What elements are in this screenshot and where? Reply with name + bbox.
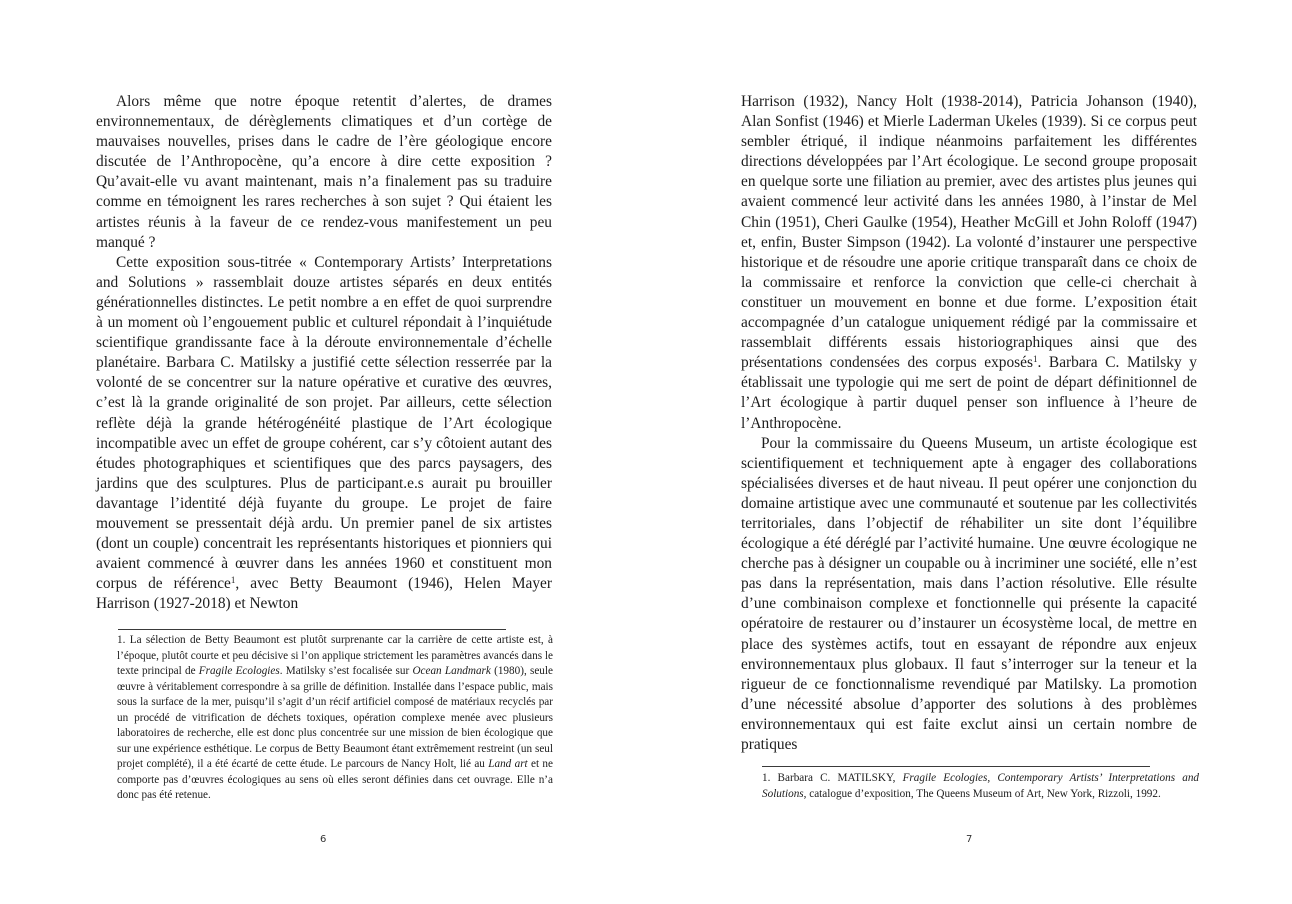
footnote-text: et ne comporte pas d’œuvres écologiques au sens où elles seront définies dans cet ouvrage. Elle n’a donc pas été retenue.: [117, 758, 553, 801]
footnote: [117, 633, 553, 804]
footnote: [762, 771, 1199, 802]
footnote-divider: [762, 766, 1150, 767]
left-page-body: [96, 92, 552, 614]
footnote-text: . Matilsky s’est focalisée sur: [279, 665, 413, 677]
paragraph: Pour la commissaire du Queens Museum, un artiste écologique est scientifiquement et techniquement apte à engager des collaborations spécialisées diverses et de haut niveau. Il peut opérer une conjonction du domaine artistique avec une communauté et soutenue par les collectivités territoriales, dans l’objectif de réhabiliter un site dont l’équilibre écologique a été déréglé par l’activité humaine. Une œuvre écologique ne cherche pas à désigner un coupable ou à incriminer une société, elle n’est pas dans la représentation, mais dans l’action résolutive. Elle résulte d’une combinaison complexe et fonctionnelle qui présente la capacité opératoire de restaurer ou d’instaurer un écosystème local, de mettre en place des systèmes actifs, tout en essayant de répondre aux enjeux environnementaux plus globaux. Il faut s’interroger sur la teneur et la rigueur de ce fonctionnalisme revendiqué par Matilsky. La promotion d’une nécessité absolue d’apporter des solutions à des problèmes environnementaux qui est faite exclut ainsi un certain nombre de pratiques: [741, 434, 1197, 753]
paragraph-text: . Barbara C. Matilsky y établissait une typologie qui me sert de point de départ définitionnel de l’Art écologique à partir duquel penser son influence à l’heure de l’Anthropocène.: [741, 354, 1197, 432]
page-number: 7: [966, 834, 973, 845]
paragraph: Alors même que notre époque retentit d’alertes, de drames environnementaux, de dérèglements climatiques et d’un cortège de mauvaises nouvelles, prises dans le cadre de l’ère géologique encore discutée de l’Anthropocène, qu’a encore à dire cette exposition ? Qu’avait-elle vu avant maintenant, mais n’a finalement pas su traduire comme en témoignent les rares recherches à son sujet ? Qui étaient les artistes réunis à la faveur de ce rendez-vous manifestement un peu manqué ?: [96, 93, 552, 251]
footnote-text: Barbara C. MATILSKY,: [770, 772, 903, 784]
paragraph-text: Harrison (1932), Nancy Holt (1938-2014), Patricia Johanson (1940), Alan Sonfist (1946) et Mierle Laderman Ukeles (1939). Si ce corpus peut sembler étriqué, il indique néanmoins parfaitement les différentes directions développées par l’Art écologique. Le second groupe proposait en quelque sorte une filiation au premier, avec des artistes plus jeunes qui avaient commencé leur activité dans les années 1980, à l’instar de Mel Chin (1951), Cheri Gaulke (1954), Heather McGill et John Roloff (1947) et, enfin, Buster Simpson (1942). La volonté d’instaurer une perspective historique et de résoudre une aporie critique transparaît dans ce choix de la commissaire et renforce la conviction que celle-ci cherchait à constituer un mouvement en bonne et due forme. L’exposition était accompagnée d’un catalogue uniquement rédigé par la commissaire et rassemblait différents essais historiographiques ainsi que des présentations condensées des corpus exposés: [741, 93, 1197, 372]
page-number: 6: [320, 834, 327, 845]
right-page: [646, 0, 1292, 904]
left-page-footnotes: [117, 633, 553, 804]
right-page-body: [741, 92, 1197, 755]
footnote-divider: [118, 629, 506, 630]
paragraph-text: , avec Betty Beaumont (1946), Helen Mayer Harrison (1927-2018) et Newton: [96, 575, 552, 613]
footnote-title-italic: Land art: [488, 758, 528, 770]
footnote-text: La sélection de Betty Beaumont est plutôt surprenante car la carrière de cette artiste est, à l’époque, plutôt courte et peu décisive si l’on applique strictement les paramètres avancés dans le texte principal de: [117, 634, 553, 677]
footnote-text: (1980), seule œuvre à véritablement correspondre à sa grille de définition. Installée dans l’espace public, mais sous la surface de la mer, puisqu’il s’agit d’un récif artificiel composé de matériaux recyclés par un procédé de vitrification de déchets toxiques, opération complexe menée avec plusieurs laboratoires de recherche, elle est donc plus concentrée sur une mission de bien écologique que sur une expérience esthétique. Le corpus de Betty Beaumont étant extrêmement restreint (un seul projet complété), il a été écarté de cette étude. Le parcours de Nancy Holt, lié au: [117, 665, 553, 770]
footnote-title-italic: Fragile Ecologies, Contemporary Artists’ Interpretations and Solutions: [762, 772, 1200, 800]
footnote-reference[interactable]: 1: [1032, 354, 1038, 365]
right-page-footnotes: [762, 771, 1199, 802]
paragraph-continued: [741, 92, 1197, 434]
footnote-reference[interactable]: 1: [230, 575, 236, 586]
footnote-text: , catalogue d’exposition, The Queens Museum of Art, New York, Rizzoli, 1992.: [803, 787, 1161, 800]
footnote-number: 1.: [117, 634, 126, 646]
footnote-title-italic: Ocean Landmark: [412, 665, 491, 677]
paragraph: [96, 253, 552, 615]
footnote-title-italic: Fragile Ecologies: [198, 665, 280, 677]
footnote-number: 1.: [762, 772, 771, 784]
paragraph-text: Cette exposition sous-titrée « Contemporary Artists’ Interpretations and Solutions » rassemblait douze artistes séparés en deux entités générationnelles distinctes. Le petit nombre a en effet de quoi surprendre à un moment où l’engouement public et culturel répondait à l’inquiétude scientifique grandissante face à la déroute environnementale d’échelle planétaire. Barbara C. Matilsky a justifié cette sélection resserrée par la volonté de se concentrer sur la nature opérative et curative des œuvres, c’est là la grande originalité de son projet. Par ailleurs, cette sélection reflète déjà la grande hétérogénéité plastique de l’Art écologique incompatible avec un effet de groupe cohérent, car s’y côtoient autant des études photographiques et scientifiques que des parcs paysagers, des jardins que des sculptures. Plus de participant.e.s aurait pu brouiller davantage l’identité déjà fuyante du groupe. Le projet de faire mouvement se pressentait déjà ardu. Un premier panel de six artistes (dont un couple) concentrait les représentants historiques et pionniers qui avaient commencé à œuvrer dans les années 1960 et constituent mon corpus de référence: [96, 253, 552, 593]
